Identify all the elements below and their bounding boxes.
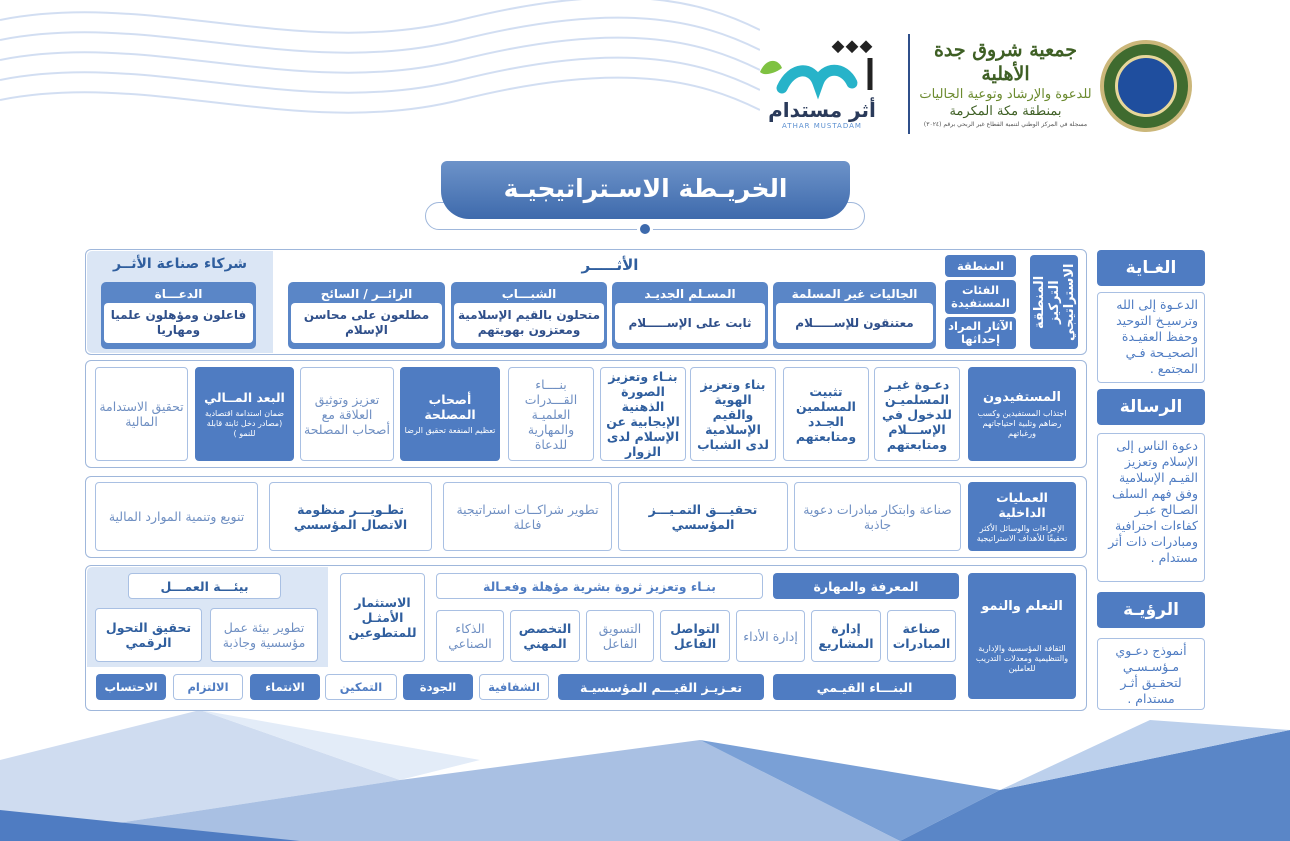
- learning-sub: الثقافة المؤسسية والإدارية والتنظيمية ومعدلات التدريب للعاملين: [975, 643, 1069, 673]
- tag-beneficiaries: الفئات المستفيدة: [945, 280, 1016, 314]
- strategic-focus-label: [1030, 255, 1078, 349]
- impact-card-head: الشبـــاب: [501, 287, 557, 301]
- learning-main: [968, 573, 1076, 699]
- operations-title: العمليات الداخلية: [996, 489, 1048, 520]
- volunteers-goal: الاستثمار الأمثـل للمتطوعين: [340, 573, 425, 662]
- impact-card-body: مطلعون على محاسن الإسلام: [291, 303, 442, 343]
- operations-goal: صناعة وابتكار مبادرات دعوية جاذبة: [794, 482, 961, 551]
- vision-text: أنموذج دعـوي مـؤسـسـي لتحقـيق أثـر مستدام .: [1097, 638, 1205, 710]
- athar-logo-name: أثر مستدام: [768, 98, 876, 122]
- environment-goal: تطوير بيئة عمل مؤسسية وجاذبة: [210, 608, 318, 662]
- impact-card: [451, 282, 607, 349]
- knowledge-goal: بنـاء وتعزيز ثروة بشرية مؤهلة وفعـالة: [436, 573, 763, 599]
- partners-card-head: الدعـــاة: [154, 287, 203, 301]
- operations-goal: تطـويـــر منظومة الاتصال المؤسسي: [269, 482, 432, 551]
- environment-heading: بيئـــة العمـــل: [128, 573, 281, 599]
- value-item: الشفافية: [479, 674, 549, 700]
- value-item: الالتزام: [173, 674, 243, 700]
- wave-background: [0, 0, 760, 160]
- skill-item: التخصص المهني: [510, 610, 580, 662]
- skill-item: إدارة الأداء: [736, 610, 805, 662]
- association-line4: مسجلة في المركز الوطني لتنمية القطاع غير الربحي برقم (٣٠٢٤): [923, 121, 1088, 128]
- mission-text: دعوة الناس إلى الإسلام وتعزيز القيـم الإسلامية وفق فهم السلف الصـالح عبـر كفاءات احترافية ومبادرات ذات أثر مستدام .: [1097, 433, 1205, 582]
- impact-card-body: متحلون بالقيم الإسلامية ومعتزون بهويتهم: [454, 303, 604, 343]
- title-dot: [637, 221, 653, 237]
- beneficiary-goal: بنـاء وتعزيز الصورة الذهنية الإيجابية عن الإسلام لدى الزوار: [600, 367, 686, 461]
- tag-region: المنطقة: [945, 255, 1016, 277]
- skill-item: الذكاء الصناعي: [436, 610, 504, 662]
- strategic-focus-text: المنطقة التركيز الاستراتيجي: [1031, 263, 1077, 341]
- operations-goal: تطوير شراكــات استراتيجية فاعلة: [443, 482, 612, 551]
- skill-item: إدارة المشاريع: [811, 610, 881, 662]
- operations-sub: الإجراءات والوسائل الأكثر تحقيقًا للأهداف الاستراتيجية: [976, 523, 1068, 543]
- header-divider: [908, 34, 910, 134]
- beneficiaries-main: [968, 367, 1076, 461]
- partners-card-body: فاعلون ومؤهلون علميا ومهاريا: [104, 303, 253, 343]
- knowledge-label: المعرفة والمهارة: [773, 573, 959, 599]
- triangle-background: [0, 700, 1290, 841]
- association-line1: جمعية شروق جدة الأهلية: [933, 39, 1078, 85]
- value-item: التمكين: [325, 674, 397, 700]
- financial-main: [195, 367, 294, 461]
- skill-item: التواصل الفاعل: [660, 610, 730, 662]
- financial-title: البعد المــالي: [204, 389, 285, 405]
- values-goal: تعـزيـز القيـــم المؤسسيـة: [558, 674, 764, 700]
- stakeholders-main: [400, 367, 500, 461]
- beneficiaries-title: المستفيدون: [983, 389, 1061, 405]
- mission-label: الرسالة: [1097, 389, 1205, 425]
- beneficiary-goal: بناء وتعزيز الهوية والقيم الإسلامية لدى الشباب: [690, 367, 776, 461]
- value-item: الجودة: [403, 674, 473, 700]
- skill-item: التسويق الفاعل: [586, 610, 654, 662]
- impact-card-head: الزائــر / السائح: [320, 287, 413, 301]
- stakeholders-title: أصحاب المصلحة: [424, 392, 476, 422]
- beneficiary-goal: تثبيت المسلمين الجـدد ومتابعتهم: [783, 367, 869, 461]
- operations-goal: تحقيـــق التمـيـــز المؤسسي: [618, 482, 788, 551]
- partners-card: [101, 282, 256, 349]
- impact-heading: الأثـــــر: [581, 256, 639, 274]
- goal-label: الغـاية: [1097, 250, 1205, 286]
- beneficiary-goal: بنــــاء القـــدرات العلميـة والمهارية للدعاة: [508, 367, 594, 461]
- skill-item: صناعة المبادرات: [887, 610, 956, 662]
- value-item: الاحتساب: [96, 674, 166, 700]
- vision-label: الرؤيـة: [1097, 592, 1205, 628]
- page-title: الخريـطة الاسـتراتيجيـة: [441, 161, 850, 219]
- impact-card-body: ثابت على الإســـــلام: [615, 303, 765, 343]
- environment-goal: تحقيق التحول الرقمي: [95, 608, 202, 662]
- impact-card-body: معتنقون للإســـــلام: [776, 303, 933, 343]
- impact-card: [612, 282, 768, 349]
- goal-text: الدعـوة إلى الله وترسيـخ التوحيد وحفظ العقيـدة الصحيـحة فـي المجتمع .: [1097, 292, 1205, 383]
- financial-goal: تحقيق الاستدامة المالية: [95, 367, 188, 461]
- impact-card: [288, 282, 445, 349]
- operations-goal: تنويع وتنمية الموارد المالية: [95, 482, 258, 551]
- beneficiaries-sub: اجتذاب المستفيدين وكسب رضاهم وتلبية احتياجاتهم ورغباتهم: [977, 408, 1067, 438]
- financial-sub: ضمان استدامة اقتصادية (مصادر دخل ثابتة قابلة للنمو ): [204, 408, 285, 438]
- impact-card-head: الجاليات غير المسلمة: [791, 287, 918, 301]
- impact-card-head: المسـلم الجديـد: [644, 287, 736, 301]
- association-name: [918, 38, 1093, 130]
- beneficiary-goal: دعـوة غيـر المسلميـن للدخول في الإســـلام ومتابعتهم: [874, 367, 960, 461]
- partners-heading: شركاء صناعة الأثــر: [112, 256, 248, 272]
- learning-title: التعلم والنمو: [981, 598, 1063, 614]
- association-line2: للدعوة والإرشاد وتوعية الجاليات: [919, 87, 1092, 102]
- stakeholders-goal: تعزيز وتوثيق العلاقة مع أصحاب المصلحة: [300, 367, 394, 461]
- stakeholders-sub: تعظيم المنفعة تحقيق الرضا: [404, 426, 496, 435]
- athar-logo-english: ATHAR MUSTADAM: [782, 122, 862, 130]
- value-item: الانتماء: [250, 674, 320, 700]
- association-emblem: [1100, 40, 1192, 132]
- tag-impacts: الآثار المراد إحداثها: [945, 317, 1016, 349]
- values-label: البنـــاء القيـمي: [773, 674, 956, 700]
- impact-card: [773, 282, 936, 349]
- association-line3: بمنطقة مكة المكرمة: [949, 104, 1062, 119]
- operations-main: [968, 482, 1076, 551]
